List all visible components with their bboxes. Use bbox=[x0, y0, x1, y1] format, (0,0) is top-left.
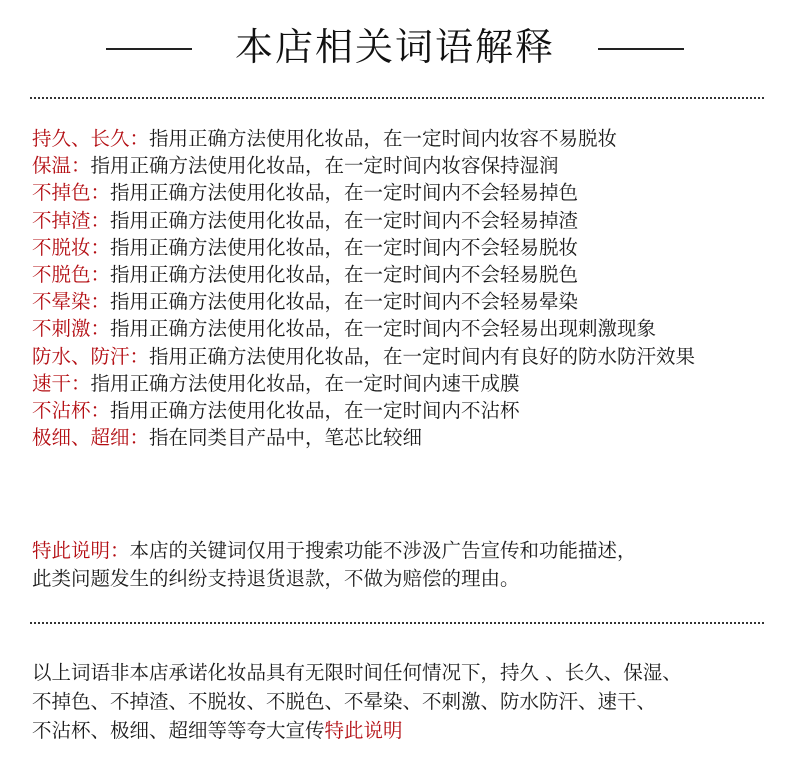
term-definition: 指用正确方法使用化妆品，在一定时间内妆容保持湿润 bbox=[90, 154, 559, 178]
disclaimer-line-2: 不掉色、不掉渣、不脱妆、不脱色、不晕染、不刺激、防水防汗、速干、 bbox=[32, 690, 657, 713]
divider-bottom bbox=[30, 622, 764, 624]
notice-text-1: 本店的关键词仅用于搜索功能不涉汲广告宣传和功能描述， bbox=[129, 539, 637, 562]
term-colon: ： bbox=[90, 208, 111, 232]
terms-list bbox=[32, 125, 782, 451]
term-definition: 指用正确方法使用化妆品，在一定时间内不沾杯 bbox=[110, 399, 520, 423]
term-colon: ： bbox=[129, 426, 150, 450]
term-row bbox=[32, 125, 782, 152]
notice-line-1 bbox=[32, 537, 772, 565]
term-definition: 指用正确方法使用化妆品，在一定时间内不会轻易掉渣 bbox=[110, 208, 579, 232]
notice-line-2: 此类问题发生的纠纷支持退货退款，不做为赔偿的理由。 bbox=[32, 567, 520, 590]
term-colon: ： bbox=[90, 317, 111, 341]
disclaimer-line-1: 以上词语非本店承诺化妆品具有无限时间任何情况下，持久 、长久、保湿、 bbox=[32, 661, 682, 684]
term-definition: 指用正确方法使用化妆品，在一定时间内有良好的防水防汗效果 bbox=[149, 344, 696, 368]
term-colon: ： bbox=[71, 154, 91, 178]
term-row bbox=[32, 315, 782, 342]
term-colon: ： bbox=[90, 263, 111, 287]
notice-block bbox=[32, 537, 772, 593]
term-colon: ： bbox=[129, 344, 150, 368]
term-name: 不掉渣 bbox=[32, 208, 91, 232]
term-definition: 指在同类目产品中，笔芯比较细 bbox=[149, 426, 423, 450]
term-name: 不掉色 bbox=[32, 181, 91, 205]
title-rule-right bbox=[598, 48, 684, 50]
term-name: 防水、防汗 bbox=[32, 344, 130, 368]
term-row bbox=[32, 343, 782, 370]
term-row bbox=[32, 152, 782, 179]
term-name: 持久、长久 bbox=[32, 127, 130, 150]
term-name: 极细、超细 bbox=[32, 426, 130, 450]
term-definition: 指用正确方法使用化妆品，在一定时间内不会轻易出现刺激现象 bbox=[110, 317, 657, 341]
notice-label: 特此说明： bbox=[32, 539, 130, 562]
term-name: 速干 bbox=[32, 371, 72, 395]
term-name: 不沾杯 bbox=[32, 399, 91, 423]
term-row bbox=[32, 370, 782, 397]
term-name: 不脱色 bbox=[32, 263, 91, 287]
term-row bbox=[32, 288, 782, 315]
term-name: 不刺激 bbox=[32, 317, 91, 341]
term-definition: 指用正确方法使用化妆品，在一定时间内不会轻易脱色 bbox=[110, 263, 579, 287]
term-row bbox=[32, 179, 782, 206]
divider-top bbox=[30, 97, 764, 99]
page-title: 本店相关词语解释 bbox=[234, 25, 555, 69]
disclaimer-block bbox=[32, 658, 772, 745]
term-colon: ： bbox=[90, 399, 111, 423]
disclaimer-line-3 bbox=[32, 716, 772, 745]
term-colon: ： bbox=[90, 181, 111, 205]
term-row bbox=[32, 424, 782, 451]
page-header bbox=[0, 22, 790, 72]
term-definition: 指用正确方法使用化妆品，在一定时间内不会轻易脱妆 bbox=[110, 235, 579, 259]
term-colon: ： bbox=[90, 290, 111, 314]
term-row bbox=[32, 261, 782, 288]
term-row bbox=[32, 207, 782, 234]
term-definition: 指用正确方法使用化妆品，在一定时间内不会轻易晕染 bbox=[110, 290, 579, 314]
term-colon: ： bbox=[129, 127, 150, 150]
term-name: 保温 bbox=[32, 154, 72, 178]
term-definition: 指用正确方法使用化妆品，在一定时间内妆容不易脱妆 bbox=[149, 127, 618, 150]
term-row bbox=[32, 397, 782, 424]
term-name: 不脱妆 bbox=[32, 235, 91, 259]
term-row bbox=[32, 234, 782, 261]
term-name: 不晕染 bbox=[32, 290, 91, 314]
disclaimer-text-3: 不沾杯、极细、超细等等夸大宣传 bbox=[32, 719, 325, 742]
term-colon: ： bbox=[71, 371, 91, 395]
term-definition: 指用正确方法使用化妆品，在一定时间内速干成膜 bbox=[90, 371, 520, 395]
disclaimer-highlight: 特此说明 bbox=[324, 719, 403, 742]
term-definition: 指用正确方法使用化妆品，在一定时间内不会轻易掉色 bbox=[110, 181, 579, 205]
term-colon: ： bbox=[90, 235, 111, 259]
